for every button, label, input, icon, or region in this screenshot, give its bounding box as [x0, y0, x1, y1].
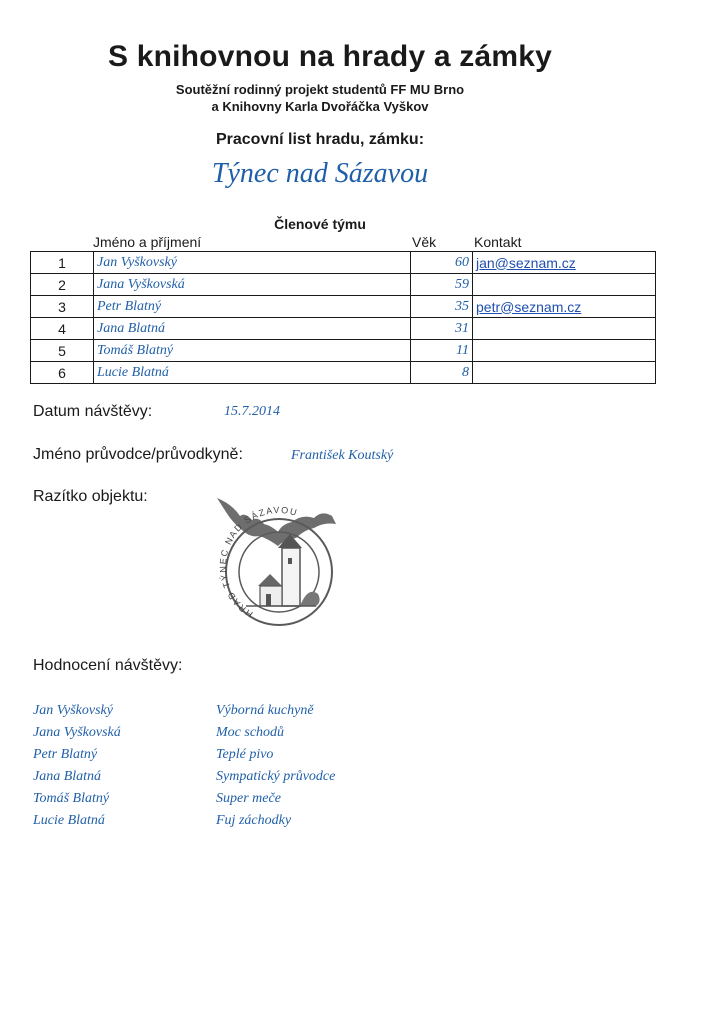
- evaluation-comment: Teplé pivo: [216, 747, 274, 762]
- member-contact: [473, 296, 656, 318]
- member-contact: [473, 340, 656, 362]
- table-row: [31, 252, 656, 274]
- table-row: [31, 274, 656, 296]
- visit-date-value: 15.7.2014: [224, 404, 280, 419]
- evaluation-comment: Fuj záchodky: [216, 813, 292, 828]
- visit-date-label: Datum návštěvy:: [33, 403, 153, 420]
- member-age: 59: [411, 274, 473, 296]
- evaluation-names: [33, 700, 121, 832]
- member-contact-email: jan@seznam.cz: [476, 254, 576, 271]
- building-door: [266, 594, 271, 606]
- column-header-name: Jméno a příjmení: [93, 234, 202, 250]
- page-title: S knihovnou na hrady a zámky: [107, 40, 553, 73]
- member-age: 11: [411, 340, 473, 362]
- member-age: 60: [411, 252, 473, 274]
- evaluation-comment: Sympatický průvodce: [216, 769, 336, 784]
- member-age: 8: [411, 362, 473, 384]
- table-row: [31, 362, 656, 384]
- table-row: [31, 296, 656, 318]
- stamp-label: Razítko objektu:: [33, 488, 148, 505]
- member-contact: [473, 318, 656, 340]
- member-age: 35: [411, 296, 473, 318]
- place-name: Týnec nad Sázavou: [211, 158, 429, 189]
- building-roof: [258, 574, 282, 586]
- member-name: Jan Vyškovský: [94, 252, 411, 274]
- member-contact: [473, 362, 656, 384]
- tree-shape: [300, 592, 320, 606]
- worksheet-label: Pracovní list hradu, zámku:: [215, 131, 425, 148]
- row-number: 3: [31, 296, 94, 318]
- evaluation-name: Petr Blatný: [33, 747, 98, 762]
- row-number: 4: [31, 318, 94, 340]
- castle-stamp-image: [212, 494, 347, 629]
- member-name: Lucie Blatná: [94, 362, 411, 384]
- member-age: 31: [411, 318, 473, 340]
- evaluation-name: Lucie Blatná: [33, 813, 105, 828]
- row-number: 5: [31, 340, 94, 362]
- evaluation-name: Jan Vyškovský: [33, 703, 113, 718]
- members-table: [30, 251, 656, 384]
- evaluation-name: Jana Blatná: [33, 769, 102, 784]
- member-contact: [473, 252, 656, 274]
- member-name: Tomáš Blatný: [94, 340, 411, 362]
- evaluation-comment: Moc schodů: [216, 725, 285, 740]
- stamp-text: HRAD TÝNEC NAD SÁZAVOU: [217, 504, 300, 620]
- row-number: 6: [31, 362, 94, 384]
- evaluation-comment: Výborná kuchyně: [216, 703, 314, 718]
- member-contact-email: petr@seznam.cz: [476, 298, 582, 315]
- members-heading: Členové týmu: [274, 216, 366, 232]
- subtitle-line-2: a Knihovny Karla Dvořáčka Vyškov: [211, 99, 429, 114]
- tower-window: [288, 558, 292, 564]
- member-contact: [473, 274, 656, 296]
- tower-body: [282, 548, 300, 606]
- evaluation-comment: Super meče: [216, 791, 281, 806]
- member-name: Petr Blatný: [94, 296, 411, 318]
- row-number: 2: [31, 274, 94, 296]
- evaluation-label: Hodnocení návštěvy:: [33, 657, 183, 674]
- guide-value: František Koutský: [291, 448, 394, 463]
- member-name: Jana Vyškovská: [94, 274, 411, 296]
- evaluation-name: Tomáš Blatný: [33, 791, 110, 806]
- row-number: 1: [31, 252, 94, 274]
- evaluation-comments: [216, 700, 335, 832]
- evaluation-name: Jana Vyškovská: [33, 725, 121, 740]
- subtitle-line-1: Soutěžní rodinný projekt studentů FF MU Brno: [175, 82, 465, 97]
- table-row: [31, 340, 656, 362]
- guide-label: Jméno průvodce/průvodkyně:: [33, 446, 243, 463]
- column-header-age: Věk: [412, 234, 437, 250]
- column-header-contact: Kontakt: [474, 234, 522, 250]
- table-row: [31, 318, 656, 340]
- member-name: Jana Blatná: [94, 318, 411, 340]
